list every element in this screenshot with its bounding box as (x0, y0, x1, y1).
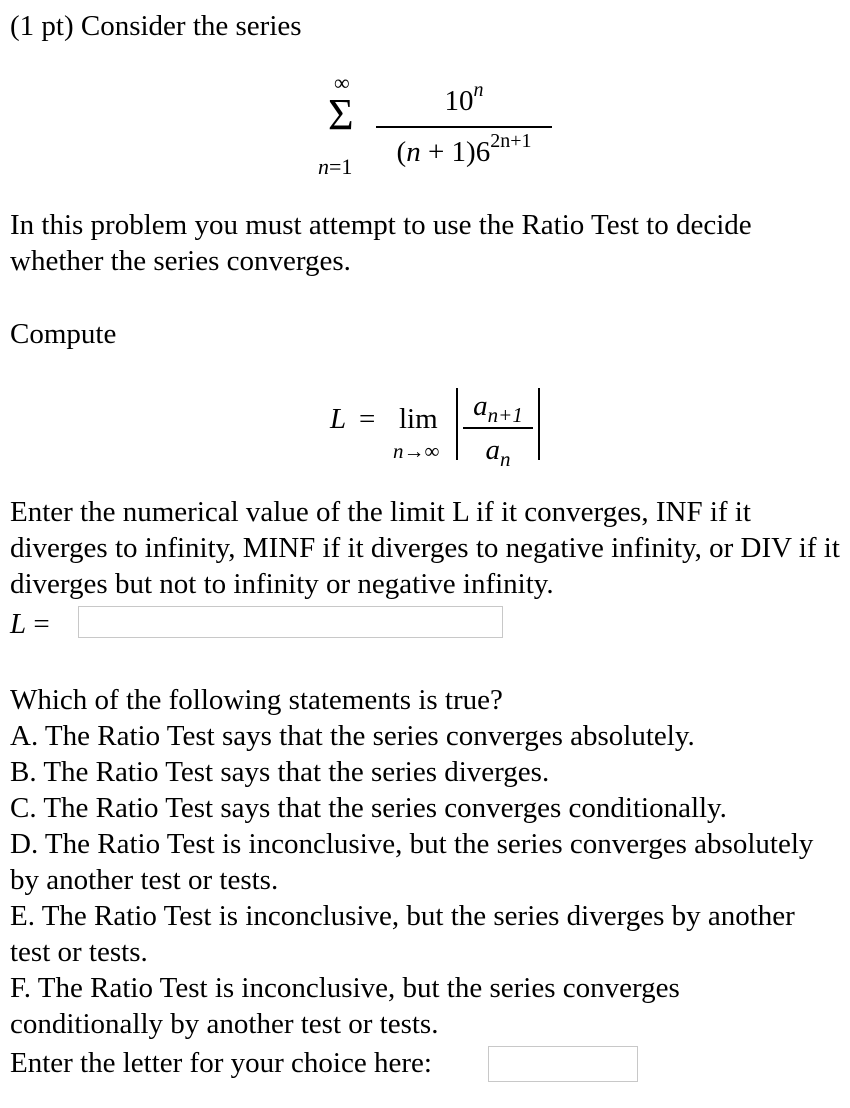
ratio-numerator (462, 388, 534, 427)
choice-row (10, 1045, 840, 1083)
limit-answer-input[interactable] (78, 606, 503, 638)
limit-sub-var: n (393, 439, 404, 463)
fraction-bar (376, 126, 552, 128)
option-d: D. The Ratio Test is inconclusive, but the series converges absolutely by another test or tests. (10, 828, 814, 896)
choice-label: Enter the letter for your choice here: (10, 1047, 432, 1079)
choice-input[interactable] (488, 1046, 638, 1082)
option-c: C. The Ratio Test says that the series converges conditionally. (10, 792, 727, 824)
option-e: E. The Ratio Test is inconclusive, but the series diverges by another test or tests. (10, 900, 795, 968)
option-f: F. The Ratio Test is inconclusive, but the series converges conditionally by another test or tests. (10, 972, 680, 1040)
limit-lim: lim (399, 403, 438, 435)
question-text: Which of the following statements is true? (10, 684, 503, 716)
options-list (10, 718, 840, 1042)
option-a: A. The Ratio Test says that the series converges absolutely. (10, 720, 695, 752)
answer-L-var: L (10, 608, 27, 640)
compute-label: Compute (10, 318, 117, 350)
instruction-paragraph: In this problem you must attempt to use the Ratio Test to decide whether the series converges. (10, 209, 752, 277)
sum-lower-eq: =1 (329, 154, 353, 179)
denominator-var: n (406, 136, 421, 168)
ratio-num-var: a (473, 390, 488, 422)
summation-symbol: Σ (328, 90, 354, 139)
series-numerator (376, 79, 552, 117)
ratio-denominator (462, 432, 534, 471)
limit-answer-label (10, 606, 50, 642)
limit-L: L (330, 403, 347, 435)
numerator-exp: n (473, 79, 484, 102)
ratio-den-sub: n (500, 446, 511, 471)
denominator-exp: 2n+1 (490, 130, 532, 153)
ratio-num-sub: n+1 (487, 402, 523, 427)
ratio-den-var: a (485, 434, 500, 466)
limit-equals: = (359, 403, 376, 435)
limit-instructions: Enter the numerical value of the limit L if it converges, INF if it diverges to infinity, MINF if it diverges to negative infinity, or DIV if it diverges but not to infinity or negative infinity. (10, 496, 840, 600)
series-formula (0, 0, 850, 200)
sum-lower-limit (318, 155, 352, 179)
intro-text: (1 pt) Consider the series (10, 10, 302, 42)
abs-bar-left (456, 388, 458, 460)
numerator-base: 10 (444, 85, 474, 117)
option-b: B. The Ratio Test says that the series diverges. (10, 756, 550, 788)
answer-L-eq: = (26, 608, 50, 640)
abs-bar-right (538, 388, 540, 460)
series-denominator (376, 130, 552, 168)
ratio-bar (463, 427, 533, 429)
limit-subscript (393, 440, 439, 462)
denominator-open: ( (396, 136, 407, 168)
denominator-rest: + 1)6 (420, 136, 491, 168)
sum-upper-limit: ∞ (334, 70, 350, 95)
sum-lower-var: n (318, 154, 329, 179)
limit-sub-arrow: →∞ (403, 439, 440, 463)
